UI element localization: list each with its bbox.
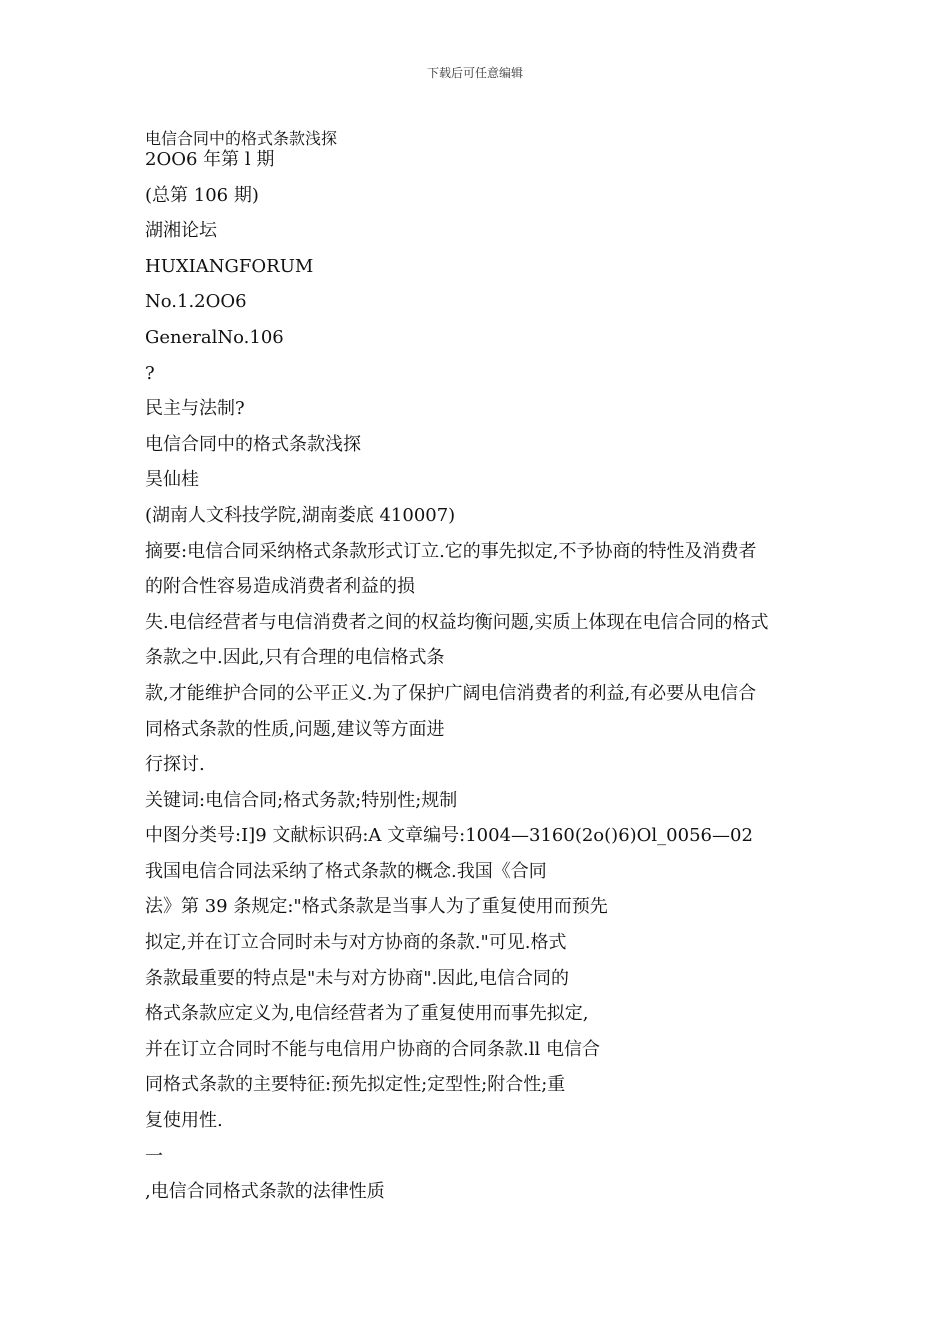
body-line: 条款最重要的特点是"未与对方协商".因此,电信合同的 <box>145 967 569 989</box>
body-line: 拟定,并在订立合同时未与对方协商的条款."可见.格式 <box>145 932 567 954</box>
body-line: ? <box>145 362 155 384</box>
body-line: HUXIANGFORUM <box>145 255 314 277</box>
body-line: 条款之中.因此,只有合理的电信格式条 <box>145 647 445 669</box>
body-line: 复使用性. <box>145 1110 223 1132</box>
body-line: 失.电信经营者与电信消费者之间的权益均衡问题,实质上体现在电信合同的格式 <box>145 611 769 633</box>
body-line: 昊仙桂 <box>145 469 199 491</box>
body-line: 同格式条款的性质,问题,建议等方面进 <box>145 718 445 740</box>
body-line: (总第 106 期) <box>145 184 259 206</box>
body-line: 同格式条款的主要特征:预先拟定性;定型性;附合性;重 <box>145 1074 566 1096</box>
body-line: ,电信合同格式条款的法律性质 <box>145 1181 385 1203</box>
body-line: 款,才能维护合同的公平正义.为了保护广阔电信消费者的利益,有必要从电信合 <box>145 682 757 704</box>
body-line: (湖南人文科技学院,湖南娄底 410007) <box>145 504 456 526</box>
body-line: 湖湘论坛 <box>145 220 217 242</box>
body-line: No.1.2OO6 <box>145 291 247 313</box>
body-line: 摘要:电信合同采纳格式条款形式订立.它的事先拟定,不予协商的特性及消费者 <box>145 540 757 562</box>
body-line: 民主与法制? <box>145 398 245 420</box>
document-title: 电信合同中的格式条款浅探 <box>145 129 338 148</box>
body-line: 中图分类号:I]9 文献标识码:A 文章编号:1004—3160(2o()6)Ol_0056—02 <box>145 825 753 847</box>
body-line: 一 <box>145 1145 163 1167</box>
body-line: 法》第 39 条规定:"格式条款是当事人为了重复使用而预先 <box>145 896 608 918</box>
body-line: 的附合性容易造成消费者利益的损 <box>145 576 415 598</box>
page-header-note: 下载后可任意编辑 <box>426 66 523 80</box>
body-line: 2OO6 年第 l 期 <box>145 149 275 170</box>
body-line: 格式条款应定义为,电信经营者为了重复使用而事先拟定, <box>145 1003 589 1025</box>
body-line: 并在订立合同时不能与电信用户协商的合同条款.ll 电信合 <box>145 1038 600 1060</box>
body-line: 行探讨. <box>145 754 205 776</box>
body-line: 关键词:电信合同;格式务款;特别性;规制 <box>145 789 458 811</box>
body-line: 我国电信合同法采纳了格式条款的概念.我国《合同 <box>145 860 547 882</box>
body-line: GeneralNo.106 <box>145 326 284 348</box>
body-line: 电信合同中的格式条款浅探 <box>145 433 361 455</box>
document-body <box>145 147 815 1215</box>
